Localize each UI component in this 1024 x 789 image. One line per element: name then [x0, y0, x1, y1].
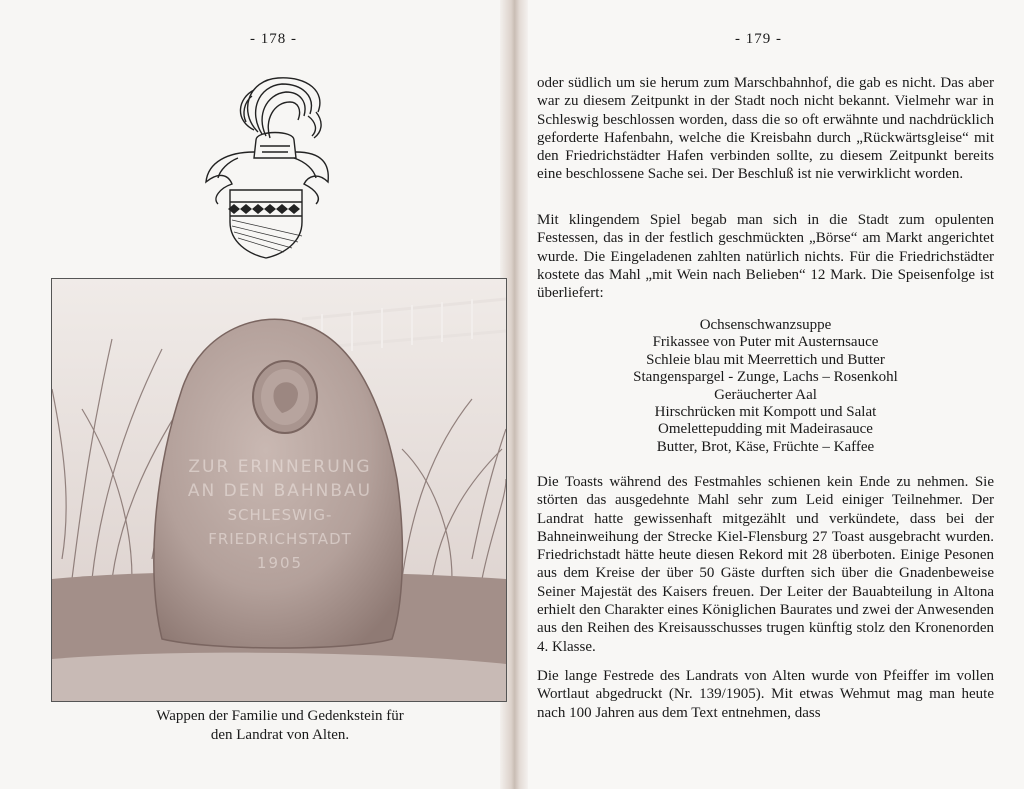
stone-inscription	[160, 455, 400, 575]
menu-item: Hirschrücken mit Kompott und Salat	[654, 404, 877, 421]
caption-line: Wappen der Familie und Gedenkstein für	[156, 708, 404, 724]
inscription-line: ZUR ERINNERUNG	[188, 457, 372, 477]
menu-item: Butter, Brot, Käse, Früchte – Kaffee	[656, 438, 875, 455]
caption-line: den Landrat von Alten.	[210, 727, 350, 743]
menu-item: Frikassee von Puter mit Austernsauce	[652, 334, 879, 351]
menu-list	[537, 317, 994, 456]
menu-item: Stangenspargel - Zunge, Lachs – Rosenkohl	[633, 369, 898, 386]
paragraph-4: Die lange Festrede des Landrats von Alten wurde von Pfeiffer im vollen Wortlaut abgedruckt (Nr. 139/1905). Mit etwas Wehmut mag man heute nach 100 Jahren aus dem Text entnehmen, dass	[537, 668, 994, 721]
photo-caption	[130, 707, 430, 745]
page-number-left: - 178 -	[250, 31, 297, 47]
paragraph-2: Mit klingendem Spiel begab man sich in die Stadt zum opulenten Festessen, das in der festlich geschmückten „Börse“ am Markt angerichtet wurde. Die Eingeladenen zahlten natürlich nichts. Für die Friedrichstädter kostete das Mahl „mit Wein nach Belieben“ 12 Mark. Die Speisenfolge ist überliefert:	[537, 212, 994, 302]
inscription-line: SCHLESWIG-FRIEDRICHSTADT	[208, 506, 352, 548]
menu-item: Geräucherter Aal	[714, 386, 817, 403]
inscription-line: 1905	[256, 554, 304, 572]
paragraph-3: Die Toasts während des Festmahles schienen kein Ende zu nehmen. Sie störten das ausgedehnte Mahl sehr zum Leid einiger Teilnehmer. Der Landrat hatte gewissenhaft mitgezählt und verkündete, dass bei der Bahneinweihung der Strecke Kiel-Flensburg 27 Toast ausgebracht wurden. Friedrichstadt hätte heute diesen Rekord mit 28 überboten. Einige Pesonen aus dem Kreise der über 50 Gäste durften sich über die Gnadenbeweise Seiner Majestät des Kaisers freuen. Der Leiter der Bauabteilung in Altona erhielt den Charakter eines Königlichen Baurates und zwei der Anwesenden aus den Reihen des Kreisausschusses trugen künftig stolz den Kronenorden 4. Klasse.	[537, 474, 994, 655]
page-number-right: - 179 -	[735, 31, 782, 47]
inscription-line: AN DEN BAHNBAU	[187, 481, 373, 501]
menu-item: Omelettepudding mit Madeirasauce	[658, 421, 873, 438]
coat-of-arms-icon	[198, 72, 333, 262]
menu-item: Ochsenschwanzsuppe	[699, 317, 832, 333]
menu-item: Schleie blau mit Meerrettich und Butter	[646, 351, 885, 368]
paragraph-1: oder südlich um sie herum zum Marschbahnhof, die gab es nicht. Das aber war zu diesem Zeitpunkt in der Stadt noch nicht bekannt. Vielmehr war in Schleswig beschlossen worden, dass die so oft erwähnte und nachdrücklich geforderte Hafenbahn, welche die Kreisbahn durch „Rückwärtsgleise“ mit den Friedrichstädter Hafen verbinden sollte, zu diesem Zeitpunkt bereits eine beschlossene Sache sei. Der Beschluß ist nie verwirklicht worden.	[537, 75, 994, 183]
